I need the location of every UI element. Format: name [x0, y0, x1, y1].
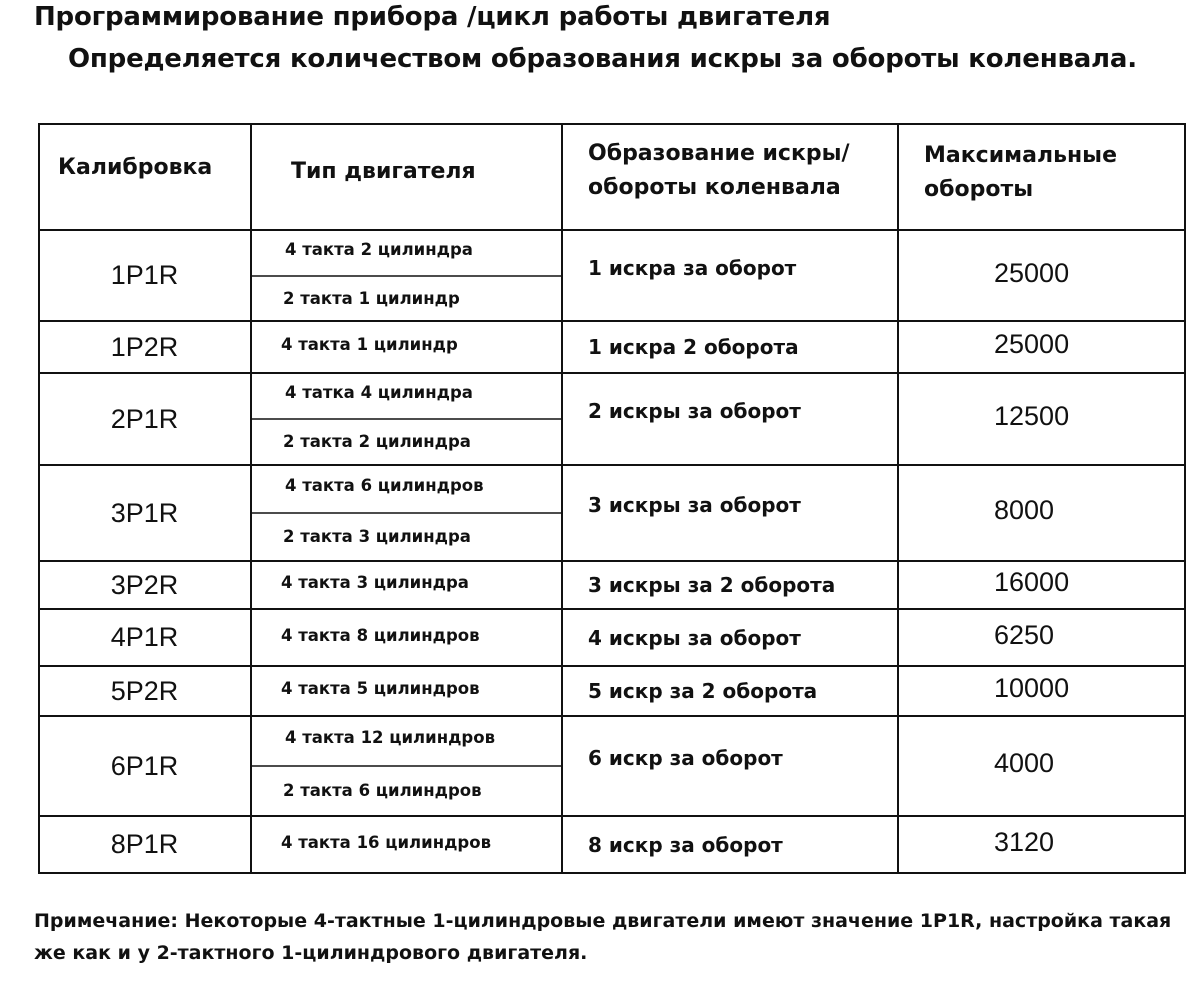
header-spark-line2: обороты коленвала — [588, 175, 841, 200]
spark-per-rev-value: 6 искр за оборот — [588, 746, 783, 770]
calibration-value: 5P2R — [110, 675, 179, 706]
engine-type-value: 4 татка 4 цилиндра — [285, 383, 473, 402]
spark-per-rev-value: 5 искр за 2 оборота — [588, 679, 818, 703]
calibration-value: 6P1R — [110, 750, 179, 781]
engine-type-value: 4 такта 2 цилиндра — [285, 240, 473, 259]
calibration-table — [38, 123, 1186, 874]
calibration-value: 4P1R — [110, 622, 179, 652]
header-spark-line1: Образование искры/ — [588, 141, 850, 166]
engine-type-value: 4 такта 6 цилиндров — [285, 476, 484, 495]
spark-per-rev-value: 3 искры за 2 оборота — [588, 573, 836, 597]
header-spark-per-rev — [588, 137, 850, 205]
header-calibration: Калибровка — [58, 155, 213, 180]
engine-type-value: 2 такта 6 цилиндров — [283, 781, 482, 800]
engine-type-value: 4 такта 16 цилиндров — [281, 832, 492, 852]
calibration-value: 2P1R — [110, 403, 179, 434]
engine-type-value: 4 такта 1 цилиндр — [281, 335, 458, 354]
max-rpm-value: 6250 — [994, 619, 1055, 650]
spark-per-rev-value: 8 искр за оборот — [588, 832, 783, 857]
engine-type-value: 4 такта 3 цилиндра — [281, 573, 469, 592]
engine-type-value: 2 такта 3 цилиндра — [283, 527, 471, 546]
calibration-value: 1P1R — [110, 260, 179, 290]
engine-type-value: 2 такта 1 цилиндр — [283, 289, 460, 308]
spark-per-rev-value: 1 искра 2 оборота — [588, 335, 799, 359]
calibration-value: 3P1R — [110, 497, 179, 528]
engine-type-value: 4 такта 12 цилиндров — [285, 728, 496, 747]
max-rpm-value: 8000 — [994, 495, 1055, 525]
engine-type-value: 4 такта 5 цилиндров — [281, 679, 480, 698]
max-rpm-value: 25000 — [994, 329, 1070, 359]
page-subtitle: Определяется количеством образования искры за обороты коленвала. — [68, 44, 1137, 74]
spark-per-rev-value: 2 искры за оборот — [588, 399, 801, 423]
spark-per-rev-value: 1 искра за оборот — [588, 255, 797, 280]
header-max-rpm — [924, 139, 1117, 207]
engine-type-value: 2 такта 2 цилиндра — [283, 432, 471, 451]
max-rpm-value: 16000 — [994, 567, 1070, 597]
page-title: Программирование прибора /цикл работы двигателя — [34, 2, 831, 32]
max-rpm-value: 3120 — [994, 826, 1055, 857]
calibration-value: 8P1R — [110, 829, 179, 859]
spark-per-rev-value: 3 искры за оборот — [588, 493, 801, 517]
header-rpm-line1: Максимальные — [924, 143, 1117, 168]
calibration-value: 1P2R — [110, 331, 179, 362]
calibration-value: 3P2R — [110, 569, 179, 600]
spark-per-rev-value: 4 искры за оборот — [588, 625, 801, 650]
header-engine-type: Тип двигателя — [291, 159, 476, 184]
engine-type-value: 4 такта 8 цилиндров — [281, 625, 480, 645]
max-rpm-value: 10000 — [994, 673, 1070, 703]
max-rpm-value: 12500 — [994, 401, 1070, 431]
header-rpm-line2: обороты — [924, 177, 1034, 202]
max-rpm-value: 4000 — [994, 748, 1055, 778]
max-rpm-value: 25000 — [994, 257, 1070, 288]
footnote: Примечание: Некоторые 4-тактные 1-цилиндровые двигатели имеют значение 1P1R, настройка такая же как и у 2-тактного 1-цилиндрового двигателя. — [34, 910, 1172, 964]
